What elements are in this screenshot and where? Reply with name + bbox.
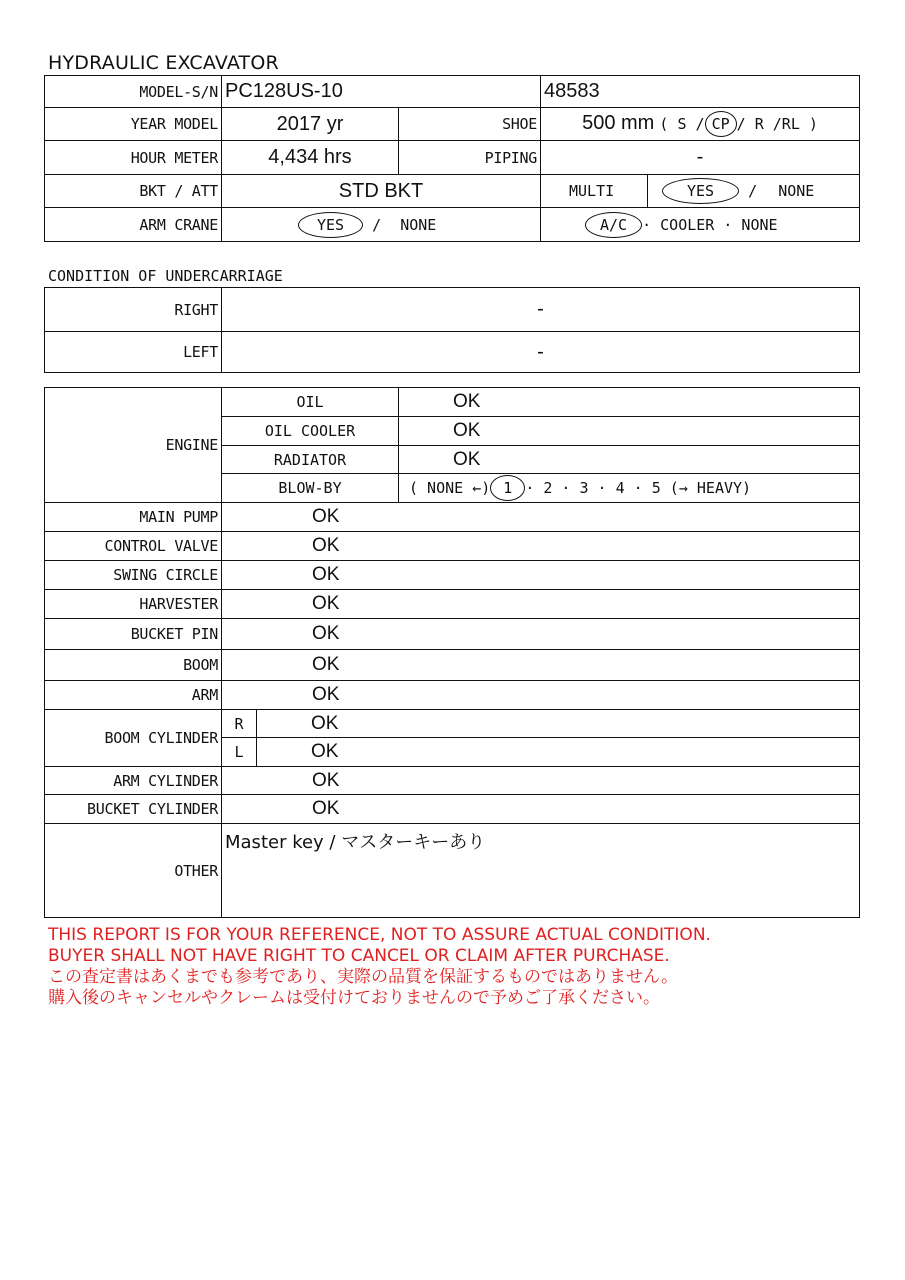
ac-cell [541,208,860,242]
check-row [45,681,860,710]
piping-label: PIPING [399,141,541,175]
multi-separator: / [748,182,758,200]
check-row [45,532,860,561]
left-label: LEFT [45,332,222,373]
shoe-options-suffix: / R /RL ) [736,115,818,133]
check-label: BOOM [45,650,222,681]
spec-table [44,75,860,242]
boom-cylinder-l-value: OK [257,738,860,767]
right-value: - [222,288,860,332]
multi-label: MULTI [541,175,648,208]
arm-cylinder-value: OK [222,767,860,795]
check-value: OK [222,681,860,710]
blowby-cell [399,474,860,503]
other-value: Master key / マスターキーあり [222,824,860,918]
arm-cylinder-row [45,767,860,795]
check-row [45,561,860,590]
radiator-value: OK [399,446,860,474]
bucket-cylinder-label: BUCKET CYLINDER [45,795,222,824]
undercarriage-left-row [45,332,860,373]
bucket-cylinder-value: OK [222,795,860,824]
engine-label: ENGINE [45,388,222,503]
shoe-selected-circle: CP [705,111,737,137]
check-label: MAIN PUMP [45,503,222,532]
disclaimer-line-en-2: BUYER SHALL NOT HAVE RIGHT TO CANCEL OR CLAIM AFTER PURCHASE. [48,946,670,966]
model-sn-label: MODEL-S/N [45,76,222,108]
disclaimer-line-ja-2: 購入後のキャンセルやクレームは受付けておりませんので予めご了承ください。 [48,988,660,1008]
check-value: OK [222,619,860,650]
year-row [45,108,860,141]
year-label: YEAR MODEL [45,108,222,141]
shoe-label: SHOE [399,108,541,141]
inspection-table [44,387,860,918]
oil-cooler-value: OK [399,417,860,446]
model-value: PC128US-10 [222,76,541,108]
check-value: OK [222,532,860,561]
check-label: SWING CIRCLE [45,561,222,590]
crane-selected-circle: YES [298,212,363,238]
check-value: OK [222,590,860,619]
check-row [45,619,860,650]
oil-label: OIL [222,388,399,417]
bucket-cylinder-row [45,795,860,824]
hour-label: HOUR METER [45,141,222,175]
radiator-label: RADIATOR [222,446,399,474]
other-row [45,824,860,918]
boom-cylinder-r-row [45,710,860,738]
oil-cooler-label: OIL COOLER [222,417,399,446]
shoe-cell [541,108,860,141]
check-label: HARVESTER [45,590,222,619]
boom-cylinder-l-label: L [222,738,257,767]
other-label: OTHER [45,824,222,918]
piping-value: - [541,141,860,175]
check-value: OK [222,650,860,681]
crane-row [45,208,860,242]
ac-options: · COOLER · NONE [642,215,778,234]
boom-cylinder-r-value: OK [257,710,860,738]
undercarriage-title: CONDITION OF UNDERCARRIAGE [48,267,283,285]
ac-selected-circle: A/C [585,212,642,238]
check-row [45,650,860,681]
disclaimer [48,925,711,1009]
arm-cylinder-label: ARM CYLINDER [45,767,222,795]
multi-cell [648,175,860,208]
hour-row [45,141,860,175]
disclaimer-line-ja-1: この査定書はあくまでも参考であり、実際の品質を保証するものではありません。 [48,967,679,987]
blowby-scale: · 2 · 3 · 4 · 5 (→ HEAVY) [525,479,752,497]
document-title: HYDRAULIC EXCAVATOR [48,52,279,74]
blowby-selected-circle: 1 [490,475,525,501]
disclaimer-line-en-1: THIS REPORT IS FOR YOUR REFERENCE, NOT TO ASSURE ACTUAL CONDITION. [48,925,711,945]
hour-value: 4,434 hrs [222,141,399,175]
right-label: RIGHT [45,288,222,332]
crane-separator: / [372,215,382,234]
shoe-value: 500 mm [582,112,655,134]
crane-label: ARM CRANE [45,208,222,242]
year-value: 2017 yr [222,108,399,141]
bkt-label: BKT / ATT [45,175,222,208]
shoe-options-prefix: ( S / [659,115,705,133]
crane-none: NONE [400,215,437,234]
boom-cylinder-r-label: R [222,710,257,738]
check-value: OK [222,503,860,532]
check-label: ARM [45,681,222,710]
check-value: OK [222,561,860,590]
check-label: CONTROL VALVE [45,532,222,561]
check-label: BUCKET PIN [45,619,222,650]
blowby-prefix: ( NONE ←) [409,479,491,497]
undercarriage-right-row [45,288,860,332]
crane-cell [222,208,541,242]
undercarriage-table [44,287,860,373]
multi-none: NONE [778,182,815,200]
serial-value: 48583 [541,76,860,108]
multi-selected-circle: YES [662,178,739,204]
check-row [45,503,860,532]
check-row [45,590,860,619]
boom-cylinder-label: BOOM CYLINDER [45,710,222,767]
oil-value: OK [399,388,860,417]
engine-oil-row [45,388,860,417]
bkt-value: STD BKT [222,175,541,208]
left-value: - [222,332,860,373]
model-row [45,76,860,108]
blowby-label: BLOW-BY [222,474,399,503]
bkt-row [45,175,860,208]
